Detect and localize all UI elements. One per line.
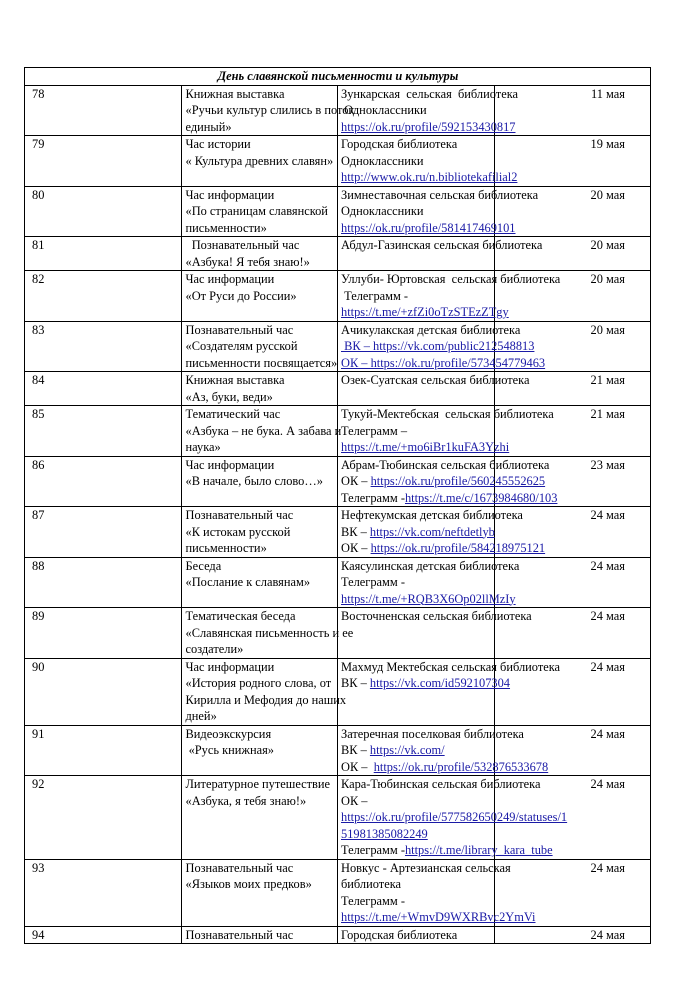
place-text: Телеграмм –	[341, 423, 408, 438]
place-text: Телеграмм -	[341, 288, 409, 303]
place-text: Одноклассники	[341, 204, 424, 218]
place-link-line	[341, 355, 546, 372]
table-row	[25, 186, 651, 237]
event-text: «Ручьи культур слились в поток	[185, 103, 355, 117]
event-cell	[181, 372, 338, 406]
place-text: Одноклассники	[341, 153, 424, 168]
place-text: Каясулинская детская библиотека	[341, 558, 520, 573]
table-row	[25, 859, 651, 926]
row-number: 91	[25, 725, 182, 776]
web-link[interactable]: 51981385082249	[341, 826, 428, 841]
event-text: дней»	[185, 709, 217, 723]
event-text: «Аз, буки, веди»	[185, 389, 273, 404]
place-cell	[338, 658, 561, 725]
table-row	[25, 776, 651, 860]
event-text: «Языков моих предков»	[185, 877, 312, 891]
event-text: Тематический час	[185, 407, 281, 421]
event-text: «Создателям русской	[185, 339, 298, 353]
table-row	[25, 557, 651, 608]
web-link[interactable]: https://t.me/library_kara_tube	[404, 843, 553, 857]
event-text: Видеоэкскурсия	[185, 726, 272, 741]
place-text: ОК – https://ok.ru/profile/584218975121	[341, 541, 546, 555]
row-number: 90	[25, 658, 182, 725]
event-text: Книжная выставка	[185, 373, 285, 387]
table-row	[25, 456, 651, 507]
place-text: Абрам-Тюбинская сельская библиотека	[341, 457, 550, 472]
event-date: 20 мая	[494, 321, 651, 372]
event-date: 24 мая	[494, 608, 651, 659]
place-text: Тукуй-Мектебская сельская библиотека	[341, 407, 554, 421]
table-row	[25, 926, 651, 944]
event-text: Беседа	[185, 558, 222, 573]
event-text: единый»	[185, 119, 232, 134]
event-text: письменности»	[185, 541, 267, 555]
event-cell	[181, 658, 347, 725]
row-number: 80	[25, 186, 182, 237]
row-number: 86	[25, 456, 182, 507]
web-link[interactable]: https://ok.ru/profile/532876533678	[373, 759, 549, 774]
web-link[interactable]: https://ok.ru/profile/584218975121	[370, 541, 546, 555]
place-cell	[338, 859, 536, 926]
place-cell	[338, 271, 561, 322]
place-text: Зимнеставочная сельская библиотека	[341, 187, 539, 202]
place-link-line	[341, 909, 536, 926]
event-text: Литературное путешествие	[185, 777, 331, 791]
event-text: «История родного слова, от	[185, 676, 332, 690]
event-cell	[181, 776, 338, 860]
event-date: 24 мая	[494, 507, 651, 558]
event-text: «Азбука, я тебя знаю!»	[185, 793, 307, 808]
place-link-line	[341, 439, 510, 456]
event-text: «Послание к славянам»	[185, 575, 311, 589]
place-text: Одноклассники	[341, 103, 427, 117]
event-text: Кирилла и Мефодия до наших	[185, 692, 347, 707]
event-text: Познавательный час	[185, 322, 294, 337]
row-number: 92	[25, 776, 182, 860]
place-text: Городская библиотека	[341, 137, 458, 151]
place-link-line	[341, 591, 516, 608]
event-date: 24 мая	[494, 926, 651, 944]
table-row	[25, 507, 651, 558]
event-cell	[181, 608, 354, 659]
event-cell	[181, 85, 355, 136]
place-text: Махмуд Мектебская сельская библиотека	[341, 659, 561, 674]
event-text: «По страницам славянской	[185, 204, 328, 218]
web-link[interactable]: http://www.ok.ru/n.bibliotekafilial2	[341, 170, 518, 184]
event-date: 24 мая	[494, 776, 651, 860]
web-link[interactable]: https://vk.com/id592107304	[369, 676, 511, 690]
event-text: «К истокам русской	[185, 524, 291, 539]
row-number: 79	[25, 136, 182, 187]
place-cell	[338, 507, 546, 558]
event-text: Час истории	[185, 137, 251, 151]
place-text: Телеграмм -	[341, 575, 405, 589]
section-title: День славянской письменности и культуры	[25, 68, 651, 86]
event-cell	[181, 507, 338, 558]
place-text: Восточненская сельская библиотека	[341, 609, 532, 623]
table-row	[25, 608, 651, 659]
table-row	[25, 237, 651, 271]
event-cell	[181, 859, 338, 926]
web-link[interactable]: https://t.me/+WmvD9WXRBvc2YmVi	[341, 910, 536, 924]
place-cell	[338, 926, 495, 944]
table-row	[25, 372, 651, 406]
place-text: Кара-Тюбинская сельская библиотека	[341, 777, 541, 791]
place-text: ОК – https://ok.ru/profile/560245552625	[341, 474, 546, 488]
place-text: ОК –	[341, 793, 368, 808]
place-text: Телеграмм -	[341, 893, 405, 908]
place-text: библиотека	[341, 877, 402, 891]
row-number: 93	[25, 859, 182, 926]
event-cell	[181, 237, 338, 271]
table-row	[25, 406, 651, 457]
event-cell	[181, 271, 338, 322]
place-cell	[338, 456, 558, 507]
event-cell	[181, 725, 338, 776]
event-cell	[181, 321, 338, 372]
place-text: Новкус - Артезианская сельская	[341, 860, 511, 875]
event-cell	[181, 186, 338, 237]
web-link[interactable]: https://t.me/c/1673984680/103	[404, 490, 558, 505]
place-cell	[338, 136, 518, 187]
place-cell	[338, 372, 530, 406]
row-number: 87	[25, 507, 182, 558]
place-text: Городская библиотека	[341, 927, 458, 942]
event-text: Час информации	[185, 457, 275, 472]
table-row	[25, 271, 651, 322]
place-link-line	[341, 119, 516, 136]
event-text: Тематическая беседа	[185, 609, 296, 623]
event-cell	[181, 136, 338, 187]
web-link[interactable]: https://ok.ru/profile/560245552625	[370, 474, 546, 488]
row-number: 81	[25, 237, 182, 271]
place-text: Абдул-Газинская сельская библиотека	[341, 238, 543, 252]
place-cell	[338, 406, 554, 457]
event-text: письменности»	[185, 220, 267, 235]
row-number: 82	[25, 271, 182, 322]
place-text: Уллуби- Юртовская сельская библиотека	[341, 272, 561, 286]
event-text: «Азбука – не бука. А забава и	[185, 423, 342, 438]
place-cell	[338, 321, 546, 372]
event-text: «Русь книжная»	[185, 743, 274, 757]
event-text: «В начале, было слово…»	[185, 474, 323, 488]
place-cell	[338, 725, 549, 776]
event-date: 21 мая	[494, 406, 651, 457]
web-link[interactable]: https://t.me/+RQB3X6Op02llMzIy	[341, 591, 516, 606]
table-row	[25, 658, 651, 725]
event-date: 20 мая	[494, 237, 651, 271]
row-number: 84	[25, 372, 182, 406]
row-number: 78	[25, 85, 182, 136]
event-cell	[181, 557, 338, 608]
event-date: 20 мая	[494, 186, 651, 237]
event-text: «Азбука! Я тебя знаю!»	[185, 254, 310, 269]
web-link[interactable]: https://vk.com/neftdetlyb	[369, 524, 495, 539]
place-text: Зункарская сельская библиотека	[341, 86, 519, 101]
web-link[interactable]: https://vk.com/	[369, 743, 445, 757]
row-number: 85	[25, 406, 182, 457]
place-cell	[338, 186, 539, 237]
row-number: 83	[25, 321, 182, 372]
place-cell	[338, 557, 520, 608]
event-date: 11 мая	[494, 85, 651, 136]
place-text: ВК – https://vk.com/neftdetlyb	[341, 524, 495, 539]
event-text: письменности посвящается»	[185, 355, 338, 370]
place-text: ВК – https://vk.com/	[341, 743, 445, 757]
web-link[interactable]: ОК – https://ok.ru/profile/573454779463	[341, 355, 546, 370]
event-text: наука»	[185, 440, 221, 454]
event-date: 20 мая	[494, 271, 651, 322]
place-link-line	[341, 304, 509, 321]
event-text: Час информации	[185, 187, 275, 202]
place-text: Ачикулакская детская библиотека	[341, 322, 521, 337]
place-link-line	[341, 826, 491, 843]
event-date: 24 мая	[494, 725, 651, 776]
row-number: 89	[25, 608, 182, 659]
web-link[interactable]: https://ok.ru/profile/577582650249/statuses/1	[341, 810, 568, 824]
web-link[interactable]: https://ok.ru/profile/581417469101	[341, 220, 516, 235]
event-text: Книжная выставка	[185, 86, 285, 101]
web-link[interactable]: https://ok.ru/profile/592153430817	[341, 119, 516, 134]
event-text: « Культура древних славян»	[185, 153, 334, 168]
place-cell	[338, 85, 519, 136]
event-text: Познавательный час	[185, 508, 294, 522]
table-row	[25, 136, 651, 187]
place-text: ВК – https://vk.com/id592107304	[341, 676, 511, 690]
table-row	[25, 85, 651, 136]
event-cell	[181, 456, 338, 507]
place-text: ОК – https://ok.ru/profile/532876533678	[341, 759, 549, 774]
event-date: 23 мая	[494, 456, 651, 507]
table-row	[25, 321, 651, 372]
section-title-row	[25, 68, 651, 86]
event-cell	[181, 926, 338, 944]
event-date: 21 мая	[494, 372, 651, 406]
web-link[interactable]: https://t.me/+mo6iBr1kuFA3Yzhi	[341, 440, 510, 454]
web-link[interactable]: https://t.me/+zfZi0oTzSTEzZTgy	[341, 305, 509, 319]
place-text: Телеграмм -https://t.me/c/1673984680/103	[341, 490, 558, 505]
web-link[interactable]: ВК – https://vk.com/public212548813	[341, 339, 535, 353]
place-link-line	[341, 809, 568, 826]
place-text: Нефтекумская детская библиотека	[341, 508, 523, 522]
event-date: 24 мая	[494, 859, 651, 926]
place-cell	[338, 776, 568, 860]
place-cell	[338, 237, 543, 271]
event-text: Познавательный час	[185, 860, 294, 875]
place-link-line	[341, 220, 516, 237]
event-text: «От Руси до России»	[185, 288, 297, 303]
event-text: создатели»	[185, 642, 244, 656]
table-row	[25, 725, 651, 776]
place-text: Затеречная поселковая библиотека	[341, 726, 524, 741]
event-date: 24 мая	[494, 658, 651, 725]
event-text: Час информации	[185, 659, 275, 674]
event-date: 19 мая	[494, 136, 651, 187]
event-text: Познавательный час	[185, 238, 300, 252]
place-link-line	[341, 338, 535, 355]
row-number: 88	[25, 557, 182, 608]
event-text: Час информации	[185, 272, 275, 286]
row-number: 94	[25, 926, 182, 944]
event-cell	[181, 406, 342, 457]
place-text: Озек-Суатская сельская библиотека	[341, 373, 530, 387]
place-link-line	[341, 169, 518, 186]
place-text: Телеграмм -https://t.me/library_kara_tube	[341, 843, 553, 857]
events-table	[24, 67, 651, 944]
event-text: «Славянская письменность и ее	[185, 625, 354, 640]
place-cell	[338, 608, 532, 659]
event-text: Познавательный час	[185, 927, 294, 942]
document-page	[24, 67, 651, 944]
event-date: 24 мая	[494, 557, 651, 608]
